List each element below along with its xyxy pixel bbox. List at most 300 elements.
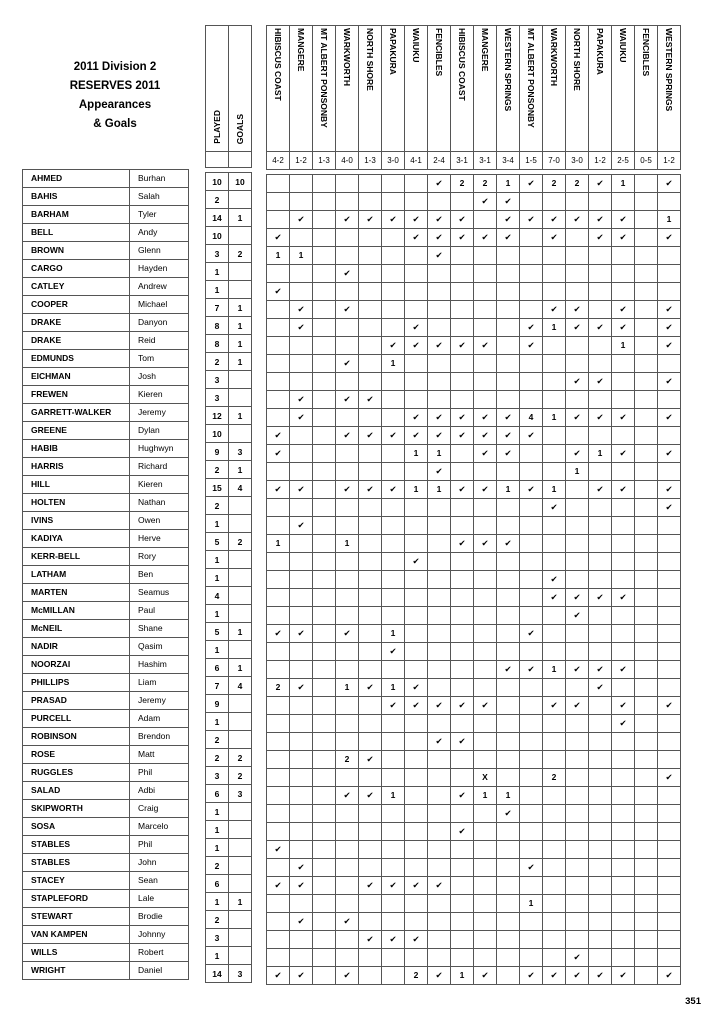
stats-row <box>206 641 252 659</box>
appearance-cell <box>336 715 359 733</box>
player-row <box>23 314 189 332</box>
appearance-cell: ✔ <box>267 283 290 301</box>
appearance-cell <box>520 715 543 733</box>
appearance-cell: ✔ <box>612 445 635 463</box>
appearance-cell <box>405 859 428 877</box>
appearance-cell <box>267 337 290 355</box>
appearance-cell <box>313 463 336 481</box>
appearance-row <box>267 463 681 481</box>
played-count: 3 <box>206 767 229 785</box>
appearance-cell <box>290 787 313 805</box>
appearance-cell <box>497 733 520 751</box>
opponent-name: WAIUKU <box>411 28 421 63</box>
goals-count <box>229 821 252 839</box>
goals-count <box>229 857 252 875</box>
appearance-cell: ✔ <box>428 175 451 193</box>
player-first-name: Paul <box>130 602 189 620</box>
appearance-cell <box>612 373 635 391</box>
appearance-cell <box>497 517 520 535</box>
player-row <box>23 458 189 476</box>
appearance-cell <box>474 949 497 967</box>
appearance-cell <box>267 751 290 769</box>
appearance-cell <box>428 769 451 787</box>
appearance-cell <box>635 247 658 265</box>
appearance-cell <box>497 751 520 769</box>
player-first-name: Johnny <box>130 926 189 944</box>
appearance-cell: ✔ <box>336 391 359 409</box>
appearance-cell: ✔ <box>566 967 589 985</box>
appearance-cell <box>290 463 313 481</box>
opponent-header <box>336 26 359 152</box>
appearance-cell <box>428 355 451 373</box>
appearance-cell <box>612 391 635 409</box>
appearance-cell: ✔ <box>428 337 451 355</box>
appearance-cell <box>313 805 336 823</box>
appearance-cell: 1 <box>520 895 543 913</box>
appearance-cell <box>336 337 359 355</box>
appearance-cell <box>313 229 336 247</box>
appearance-cell <box>474 211 497 229</box>
player-first-name: Hayden <box>130 260 189 278</box>
appearance-cell: ✔ <box>612 715 635 733</box>
player-surname: McNEIL <box>23 620 130 638</box>
stats-row <box>206 191 252 209</box>
appearance-cell <box>497 553 520 571</box>
appearance-cell <box>428 553 451 571</box>
player-first-name: Rory <box>130 548 189 566</box>
appearance-cell <box>474 751 497 769</box>
appearance-cell <box>658 193 681 211</box>
appearance-cell <box>267 805 290 823</box>
appearance-cell <box>543 913 566 931</box>
appearance-cell <box>474 931 497 949</box>
appearance-cell: ✔ <box>451 823 474 841</box>
appearance-cell: 1 <box>566 463 589 481</box>
appearance-cell <box>658 391 681 409</box>
appearance-cell <box>635 841 658 859</box>
appearance-cell <box>497 373 520 391</box>
appearance-cell <box>474 499 497 517</box>
appearance-cell <box>290 949 313 967</box>
appearance-cell: ✔ <box>520 661 543 679</box>
appearance-cell <box>451 931 474 949</box>
goals-count <box>229 911 252 929</box>
appearance-cell: ✔ <box>451 697 474 715</box>
appearance-cell <box>359 841 382 859</box>
match-score: 3-0 <box>566 152 589 170</box>
appearance-cell <box>428 913 451 931</box>
appearance-cell: ✔ <box>428 427 451 445</box>
player-surname: WRIGHT <box>23 962 130 980</box>
appearance-cell <box>405 247 428 265</box>
stats-row <box>206 677 252 695</box>
appearance-cell <box>359 913 382 931</box>
appearance-cell <box>405 193 428 211</box>
appearance-cell <box>497 715 520 733</box>
appearance-row <box>267 607 681 625</box>
appearance-cell: 1 <box>290 247 313 265</box>
appearance-cell <box>474 823 497 841</box>
appearance-row <box>267 589 681 607</box>
appearance-cell <box>451 265 474 283</box>
appearance-cell <box>589 805 612 823</box>
appearance-cell <box>290 643 313 661</box>
player-first-name: Richard <box>130 458 189 476</box>
appearance-cell: ✔ <box>405 553 428 571</box>
appearance-cell <box>474 607 497 625</box>
appearance-row <box>267 499 681 517</box>
appearance-cell <box>451 877 474 895</box>
appearance-cell <box>290 751 313 769</box>
player-first-name: Owen <box>130 512 189 530</box>
appearance-cell <box>428 859 451 877</box>
appearance-cell <box>543 337 566 355</box>
appearance-cell <box>405 715 428 733</box>
played-count: 1 <box>206 893 229 911</box>
appearance-cell <box>428 607 451 625</box>
appearance-cell <box>451 391 474 409</box>
appearance-cell <box>428 949 451 967</box>
appearance-cell <box>382 463 405 481</box>
appearance-cell <box>520 823 543 841</box>
played-count: 2 <box>206 749 229 767</box>
player-surname: ROBINSON <box>23 728 130 746</box>
appearance-cell <box>658 931 681 949</box>
appearance-cell <box>474 373 497 391</box>
appearance-row <box>267 715 681 733</box>
appearance-cell <box>359 715 382 733</box>
stats-row <box>206 749 252 767</box>
goals-count: 1 <box>229 335 252 353</box>
appearance-cell <box>566 643 589 661</box>
appearance-cell <box>543 607 566 625</box>
appearance-cell: ✔ <box>451 427 474 445</box>
played-count: 14 <box>206 965 229 983</box>
appearance-cell: ✔ <box>543 967 566 985</box>
player-surname: NADIR <box>23 638 130 656</box>
player-row <box>23 602 189 620</box>
appearance-cell <box>336 571 359 589</box>
appearance-cell: 1 <box>428 481 451 499</box>
player-row <box>23 494 189 512</box>
appearance-cell <box>267 319 290 337</box>
appearance-cell <box>382 265 405 283</box>
goals-count: 2 <box>229 749 252 767</box>
appearance-cell <box>543 625 566 643</box>
appearance-cell <box>543 553 566 571</box>
player-first-name: Jeremy <box>130 692 189 710</box>
appearance-cell <box>382 913 405 931</box>
goals-count: 1 <box>229 893 252 911</box>
appearance-cell <box>359 373 382 391</box>
player-surname: STAPLEFORD <box>23 890 130 908</box>
appearance-cell <box>520 355 543 373</box>
appearance-cell <box>658 733 681 751</box>
player-first-name: Burhan <box>130 170 189 188</box>
appearance-cell <box>313 553 336 571</box>
opponent-name: MT ALBERT PONSONBY <box>526 28 536 128</box>
appearance-cell <box>313 499 336 517</box>
opponent-header <box>566 26 589 152</box>
appearance-cell: ✔ <box>290 517 313 535</box>
player-surname: HOLTEN <box>23 494 130 512</box>
player-surname: HARRIS <box>23 458 130 476</box>
appearance-cell <box>566 787 589 805</box>
player-row <box>23 692 189 710</box>
appearance-cell <box>474 913 497 931</box>
appearance-cell <box>543 265 566 283</box>
appearance-cell <box>566 751 589 769</box>
appearance-cell <box>612 769 635 787</box>
stats-row <box>206 695 252 713</box>
appearance-cell <box>336 895 359 913</box>
player-surname: NOORZAI <box>23 656 130 674</box>
appearance-cell <box>658 607 681 625</box>
appearance-cell <box>313 787 336 805</box>
appearance-cell: ✔ <box>336 355 359 373</box>
appearance-cell: 2 <box>474 175 497 193</box>
appearance-cell <box>520 589 543 607</box>
appearance-cell <box>658 787 681 805</box>
player-first-name: Marcelo <box>130 818 189 836</box>
appearance-cell <box>474 715 497 733</box>
appearance-cell: ✔ <box>474 481 497 499</box>
appearance-cell <box>428 517 451 535</box>
appearance-cell <box>313 859 336 877</box>
appearance-cell: ✔ <box>566 409 589 427</box>
appearance-cell <box>635 571 658 589</box>
appearance-cell: ✔ <box>290 625 313 643</box>
player-first-name: Kieren <box>130 386 189 404</box>
appearance-cell <box>451 499 474 517</box>
player-first-name: Brendon <box>130 728 189 746</box>
played-count: 1 <box>206 569 229 587</box>
appearance-cell <box>589 283 612 301</box>
appearance-cell <box>520 445 543 463</box>
appearance-cell: ✔ <box>405 931 428 949</box>
appearance-cell <box>382 535 405 553</box>
appearance-row <box>267 787 681 805</box>
appearance-cell <box>658 553 681 571</box>
appearance-cell <box>405 949 428 967</box>
appearance-cell <box>520 841 543 859</box>
appearance-cell <box>290 715 313 733</box>
appearance-cell <box>359 769 382 787</box>
appearance-cell <box>543 787 566 805</box>
appearance-cell <box>635 391 658 409</box>
opponent-header <box>635 26 658 152</box>
player-first-name: Glenn <box>130 242 189 260</box>
played-count: 5 <box>206 623 229 641</box>
appearance-row <box>267 409 681 427</box>
appearance-cell <box>428 391 451 409</box>
appearance-cell: 1 <box>543 409 566 427</box>
appearance-cell <box>359 409 382 427</box>
played-count: 2 <box>206 911 229 929</box>
stats-row <box>206 893 252 911</box>
appearance-cell: ✔ <box>520 337 543 355</box>
appearance-cell: ✔ <box>290 319 313 337</box>
appearance-cell <box>635 337 658 355</box>
appearance-cell <box>405 355 428 373</box>
appearance-cell: ✔ <box>359 427 382 445</box>
appearance-cell <box>474 841 497 859</box>
opponent-header <box>658 26 681 152</box>
appearance-cell <box>382 841 405 859</box>
appearance-cell <box>451 751 474 769</box>
match-appearances-table <box>266 25 681 985</box>
appearance-cell <box>382 949 405 967</box>
appearance-cell: ✔ <box>520 625 543 643</box>
appearance-cell <box>658 805 681 823</box>
appearance-cell <box>405 643 428 661</box>
appearance-cell <box>336 733 359 751</box>
appearance-cell <box>382 283 405 301</box>
appearance-cell: ✔ <box>612 319 635 337</box>
appearance-cell <box>428 301 451 319</box>
appearance-cell <box>497 859 520 877</box>
player-surname: KADIYA <box>23 530 130 548</box>
appearance-cell <box>543 355 566 373</box>
player-first-name: Salah <box>130 188 189 206</box>
appearance-cell <box>566 391 589 409</box>
appearance-cell: ✔ <box>543 499 566 517</box>
appearance-cell <box>658 841 681 859</box>
goals-count <box>229 929 252 947</box>
appearance-cell: ✔ <box>290 301 313 319</box>
opponent-name: HIBISCUS COAST <box>457 28 467 101</box>
appearance-cell: ✔ <box>382 643 405 661</box>
player-surname: PRASAD <box>23 692 130 710</box>
appearance-cell <box>543 895 566 913</box>
appearance-cell: ✔ <box>451 409 474 427</box>
appearance-cell: ✔ <box>405 211 428 229</box>
goals-count <box>229 605 252 623</box>
appearance-cell: ✔ <box>405 319 428 337</box>
appearance-cell: ✔ <box>290 391 313 409</box>
goals-count: 3 <box>229 443 252 461</box>
opponent-header <box>290 26 313 152</box>
appearance-cell <box>589 895 612 913</box>
appearance-cell <box>359 499 382 517</box>
played-count: 10 <box>206 173 229 191</box>
appearance-cell <box>497 769 520 787</box>
appearance-cell: ✔ <box>474 535 497 553</box>
stats-row <box>206 803 252 821</box>
score-row <box>267 152 681 170</box>
appearance-cell <box>658 679 681 697</box>
goals-count <box>229 497 252 515</box>
appearance-cell <box>589 265 612 283</box>
played-count: 2 <box>206 191 229 209</box>
appearance-cell <box>635 967 658 985</box>
stats-row <box>206 209 252 227</box>
appearance-cell <box>589 553 612 571</box>
player-first-name: Nathan <box>130 494 189 512</box>
appearance-cell <box>405 769 428 787</box>
appearance-cell: ✔ <box>267 967 290 985</box>
goals-count <box>229 713 252 731</box>
appearance-cell <box>267 553 290 571</box>
appearance-cell: ✔ <box>543 697 566 715</box>
appearance-row <box>267 895 681 913</box>
appearance-row <box>267 175 681 193</box>
stats-row <box>206 929 252 947</box>
appearance-cell <box>612 877 635 895</box>
appearance-cell <box>658 589 681 607</box>
appearance-cell <box>313 301 336 319</box>
appearance-cell <box>336 859 359 877</box>
appearance-cell: ✔ <box>267 229 290 247</box>
player-first-name: Phil <box>130 836 189 854</box>
player-row <box>23 782 189 800</box>
appearance-cell <box>382 391 405 409</box>
title-line-division: 2011 Division 2 <box>73 61 157 73</box>
appearance-cell <box>612 607 635 625</box>
appearance-cell <box>359 697 382 715</box>
appearance-cell: ✔ <box>290 481 313 499</box>
appearance-cell: ✔ <box>451 229 474 247</box>
opponent-name: WAIUKU <box>618 28 628 63</box>
appearance-cell: ✔ <box>336 301 359 319</box>
appearance-cell <box>589 391 612 409</box>
appearance-cell: ✔ <box>520 967 543 985</box>
appearance-cell: ✔ <box>451 535 474 553</box>
appearance-cell <box>359 733 382 751</box>
appearance-cell <box>451 913 474 931</box>
appearance-cell <box>658 247 681 265</box>
played-count: 2 <box>206 461 229 479</box>
appearance-row <box>267 193 681 211</box>
appearance-cell: ✔ <box>359 787 382 805</box>
appearance-row <box>267 643 681 661</box>
appearance-cell <box>497 895 520 913</box>
appearance-cell <box>290 445 313 463</box>
player-surname: BROWN <box>23 242 130 260</box>
appearance-cell <box>612 427 635 445</box>
player-row <box>23 530 189 548</box>
appearance-cell <box>474 877 497 895</box>
appearance-cell <box>612 931 635 949</box>
appearance-cell: ✔ <box>359 481 382 499</box>
appearance-cell: ✔ <box>612 229 635 247</box>
player-surname: RUGGLES <box>23 764 130 782</box>
appearance-cell: ✔ <box>497 211 520 229</box>
appearance-cell <box>612 193 635 211</box>
appearance-cell <box>382 229 405 247</box>
appearance-row <box>267 265 681 283</box>
spacer-cell <box>206 152 229 168</box>
appearance-cell <box>405 787 428 805</box>
appearance-cell <box>589 715 612 733</box>
goals-count <box>229 425 252 443</box>
appearance-cell <box>290 841 313 859</box>
appearance-cell <box>635 319 658 337</box>
appearance-cell <box>336 373 359 391</box>
appearance-cell <box>589 193 612 211</box>
played-count: 1 <box>206 947 229 965</box>
appearance-cell <box>336 175 359 193</box>
appearance-cell <box>635 409 658 427</box>
played-count: 1 <box>206 839 229 857</box>
played-count: 2 <box>206 731 229 749</box>
appearance-cell <box>405 841 428 859</box>
appearance-cell <box>405 589 428 607</box>
appearance-cell <box>382 247 405 265</box>
appearance-cell <box>359 859 382 877</box>
appearance-row <box>267 373 681 391</box>
player-row <box>23 188 189 206</box>
